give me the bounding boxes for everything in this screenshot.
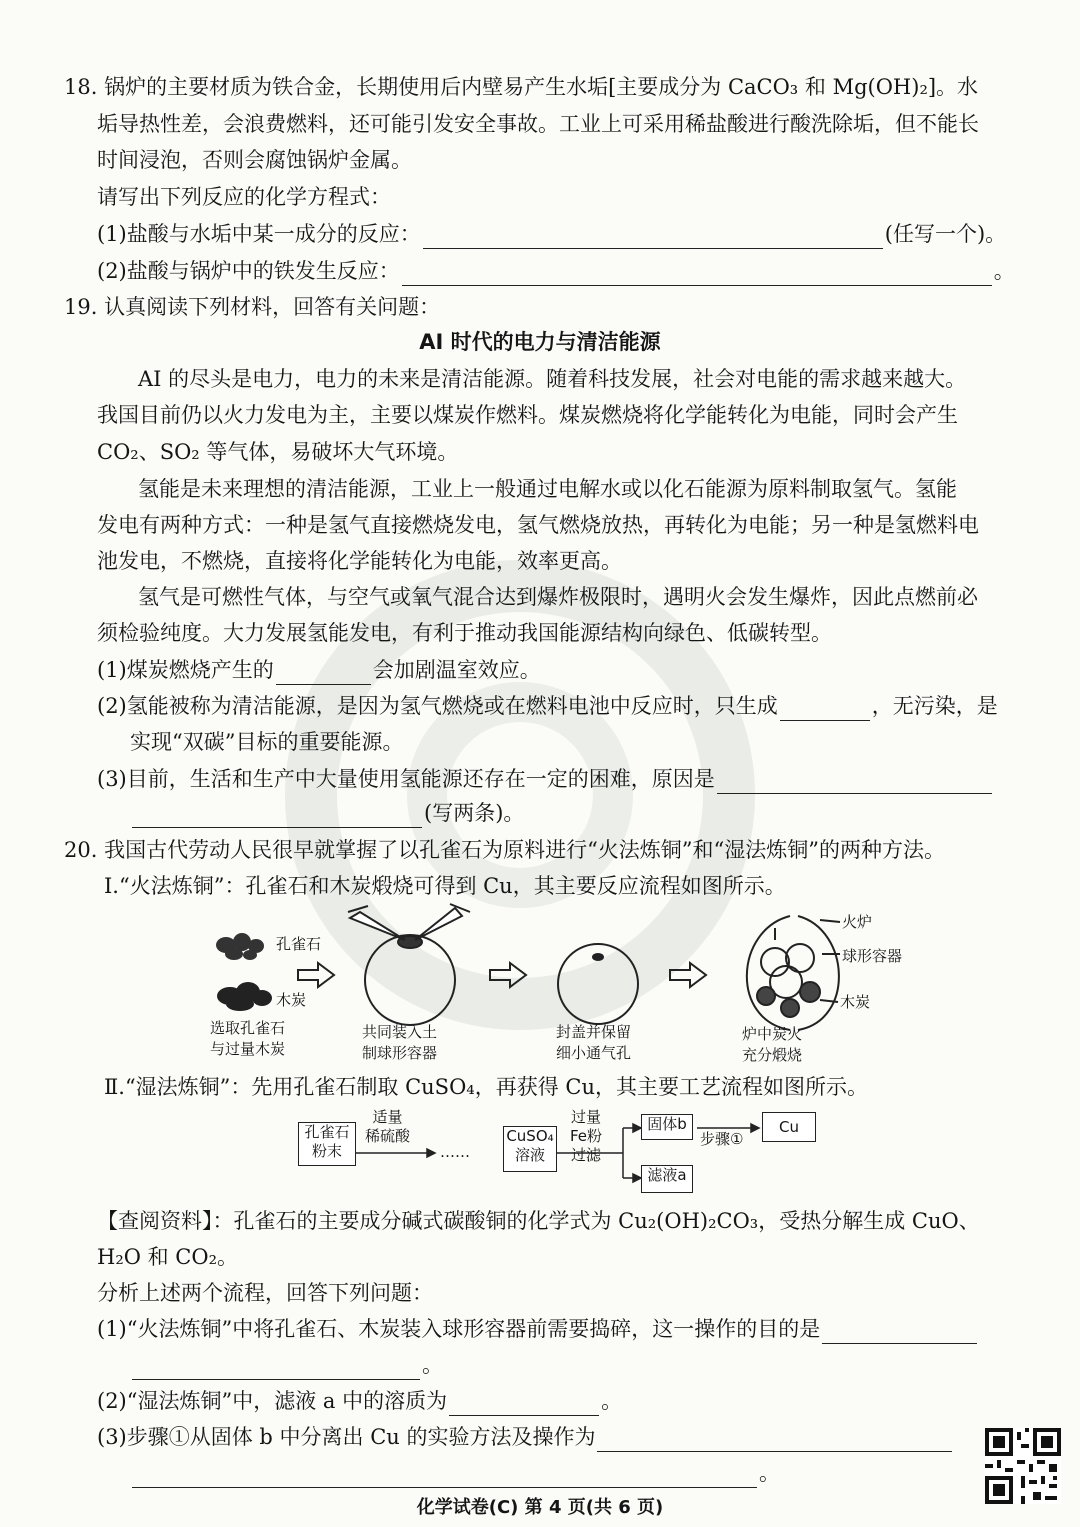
malachite-label: 孔雀石 [276, 935, 322, 953]
q20-part2-label: (2)“湿法炼铜”中，滤液 a 中的溶质为 [97, 1389, 448, 1413]
ellipsis: …… [440, 1143, 470, 1161]
charcoal-label: 木炭 [276, 991, 307, 1009]
furnace-label: 火炉 [842, 913, 873, 931]
answer-blank[interactable] [276, 662, 371, 685]
q19-part1-tail: 会加剧温室效应。 [372, 658, 541, 682]
furnace-icon [747, 916, 840, 1030]
answer-blank[interactable] [822, 1321, 977, 1344]
passage-text: AI 的尽头是电力，电力的未来是清洁能源。随着科技发展，社会对电能的需求越来越大。 [138, 367, 967, 391]
passage-text: 发电有两种方式：一种是氢气直接燃烧发电，氢气燃烧放热，再转化为电能；另一种是氢燃料电 [97, 513, 979, 537]
flow-arrow-icon [298, 963, 706, 987]
step-caption: 共同装入土 制球形容器 [362, 1023, 438, 1062]
passage-text: 氢气是可燃性气体，与空气或氧气混合达到爆炸极限时，遇明火会发生爆炸，因此点燃前必 [138, 585, 978, 609]
reference-info-cont: H₂O 和 CO₂。 [97, 1245, 239, 1269]
answer-blank[interactable] [132, 1465, 757, 1488]
q19-part3-label: (3)目前，生活和生产中大量使用氢能源还存在一定的困难，原因是 [97, 767, 715, 791]
page-footer: 化学试卷(C) 第 4 页(共 6 页) [416, 1497, 664, 1518]
q18-part2 [97, 256, 1015, 286]
solid-b-box: 固体b [641, 1114, 693, 1140]
answer-blank[interactable] [597, 1429, 952, 1452]
q20-part1-heading: Ⅰ.“火法炼铜”：孔雀石和木炭煅烧可得到 Cu，其主要反应流程如图所示。 [104, 874, 786, 898]
answer-blank[interactable] [132, 805, 422, 828]
passage-text: 我国目前仍以火力发电为主，主要以煤炭作燃料。煤炭燃烧将化学能转化为电能，同时会产生 [97, 403, 958, 427]
q20-part2 [97, 1386, 622, 1416]
sealed-container-icon [558, 944, 638, 1024]
answer-blank[interactable] [449, 1393, 599, 1416]
q18-part2-label: (2)盐酸与锅炉中的铁发生反应： [97, 259, 400, 283]
passage-title: AI 时代的电力与清洁能源 [419, 330, 661, 354]
answer-blank[interactable] [423, 226, 883, 249]
q20-intro: 20. 我国古代劳动人民很早就掌握了以孔雀石为原料进行“火法炼铜”和“湿法炼铜”的两种方法。 [64, 838, 946, 862]
cu-product-box: Cu [762, 1112, 816, 1142]
q19-part1-label: (1)煤炭燃烧产生的 [97, 658, 274, 682]
answer-blank[interactable] [402, 263, 992, 286]
q19-part2-label: (2)氢能被称为清洁能源，是因为氢气燃烧或在燃料电池中反应时，只生成 [97, 694, 778, 718]
q19-part3-tail: (写两条)。 [424, 801, 525, 825]
q18-line2: 垢导热性差，会浪费燃料，还可能引发安全事故。工业上可采用稀盐酸进行酸洗除垢，但不能长 [97, 112, 979, 136]
malachite-icon [216, 933, 264, 960]
q18-part2-tail: 。 [993, 259, 1015, 283]
q20-part2-tail: 。 [601, 1389, 623, 1413]
cuso4-solution-box: CuSO₄ 溶液 [503, 1126, 557, 1172]
answer-blank[interactable] [132, 1357, 420, 1380]
q20-part2-heading: Ⅱ.“湿法炼铜”：先用孔雀石制取 CuSO₄，再获得 Cu，其主要工艺流程如图所示。 [104, 1075, 868, 1099]
passage-text: 池发电，不燃烧，直接将化学能转化为电能，效率更高。 [97, 549, 622, 573]
step-caption: 炉中炭火 充分煅烧 [742, 1025, 803, 1064]
answer-blank[interactable] [717, 771, 992, 794]
malachite-powder-box: 孔雀石 粉末 [298, 1122, 356, 1166]
container-label: 球形容器 [842, 947, 903, 965]
clay-container-icon [348, 904, 470, 1025]
q20-part1-tail: 。 [422, 1353, 443, 1377]
q20-part3-tail: 。 [759, 1461, 780, 1485]
filtrate-a-box: 滤液a [641, 1165, 693, 1193]
passage-text: 氢能是未来理想的清洁能源，工业上一般通过电解水或以化石能源为原料制取氢气。氢能 [138, 477, 957, 501]
reagent-label: 适量 稀硫酸 [365, 1108, 411, 1145]
q19-part3-cont [130, 798, 524, 828]
flowchart-arrows [355, 1108, 775, 1208]
q18-line4: 请写出下列反应的化学方程式： [97, 185, 391, 209]
q20-part3 [97, 1422, 954, 1452]
q20-part1-label: (1)“火法炼铜”中将孔雀石、木炭装入球形容器前需要捣碎，这一操作的目的是 [97, 1317, 821, 1341]
q19-part3 [97, 764, 994, 794]
q20-part1 [97, 1314, 979, 1344]
step-label: 步骤① [700, 1130, 744, 1148]
step-caption: 选取孔雀石 与过量木炭 [210, 1019, 286, 1058]
q19-intro: 19. 认真阅读下列材料，回答有关问题： [64, 295, 441, 319]
analyze-prompt: 分析上述两个流程，回答下列问题： [97, 1281, 433, 1305]
passage-text: CO₂、SO₂ 等气体，易破坏大气环境。 [97, 440, 459, 464]
q18-line1: 18. 锅炉的主要材质为铁合金，长期使用后内壁易产生水垢[主要成分为 CaCO₃ 和 Mg(OH)₂]。水 [64, 75, 979, 99]
q20-part3-label: (3)步骤①从固体 b 中分离出 Cu 的实验方法及操作为 [97, 1425, 596, 1449]
charcoal-icon [217, 982, 272, 1011]
charcoal-label-furnace: 木炭 [840, 993, 871, 1011]
q18-part1-label: (1)盐酸与水垢中某一成分的反应： [97, 222, 421, 246]
q20-part3-cont [130, 1458, 780, 1488]
reference-info: 【查阅资料】：孔雀石的主要成分碱式碳酸铜的化学式为 Cu₂(OH)₂CO₃，受热分解生成 CuO、 [97, 1209, 980, 1233]
q19-part2-tail: ，无污染，是 [871, 694, 998, 718]
q18-part1-tail: (任写一个)。 [884, 222, 1007, 246]
q19-part1 [97, 655, 541, 685]
reagent-label: 过量 Fe粉 过滤 [570, 1108, 603, 1164]
q18-line3: 时间浸泡，否则会腐蚀锅炉金属。 [97, 148, 412, 172]
q19-part2-cont: 实现“双碳”目标的重要能源。 [130, 730, 404, 754]
answer-blank[interactable] [780, 698, 870, 721]
q18-part1 [97, 219, 1006, 249]
q20-part1-cont [130, 1350, 443, 1380]
q19-part2 [97, 691, 998, 721]
step-caption: 封盖并保留 细小通气孔 [556, 1023, 632, 1062]
passage-text: 须检验纯度。大力发展氢能发电，有利于推动我国能源结构向绿色、低碳转型。 [97, 621, 832, 645]
